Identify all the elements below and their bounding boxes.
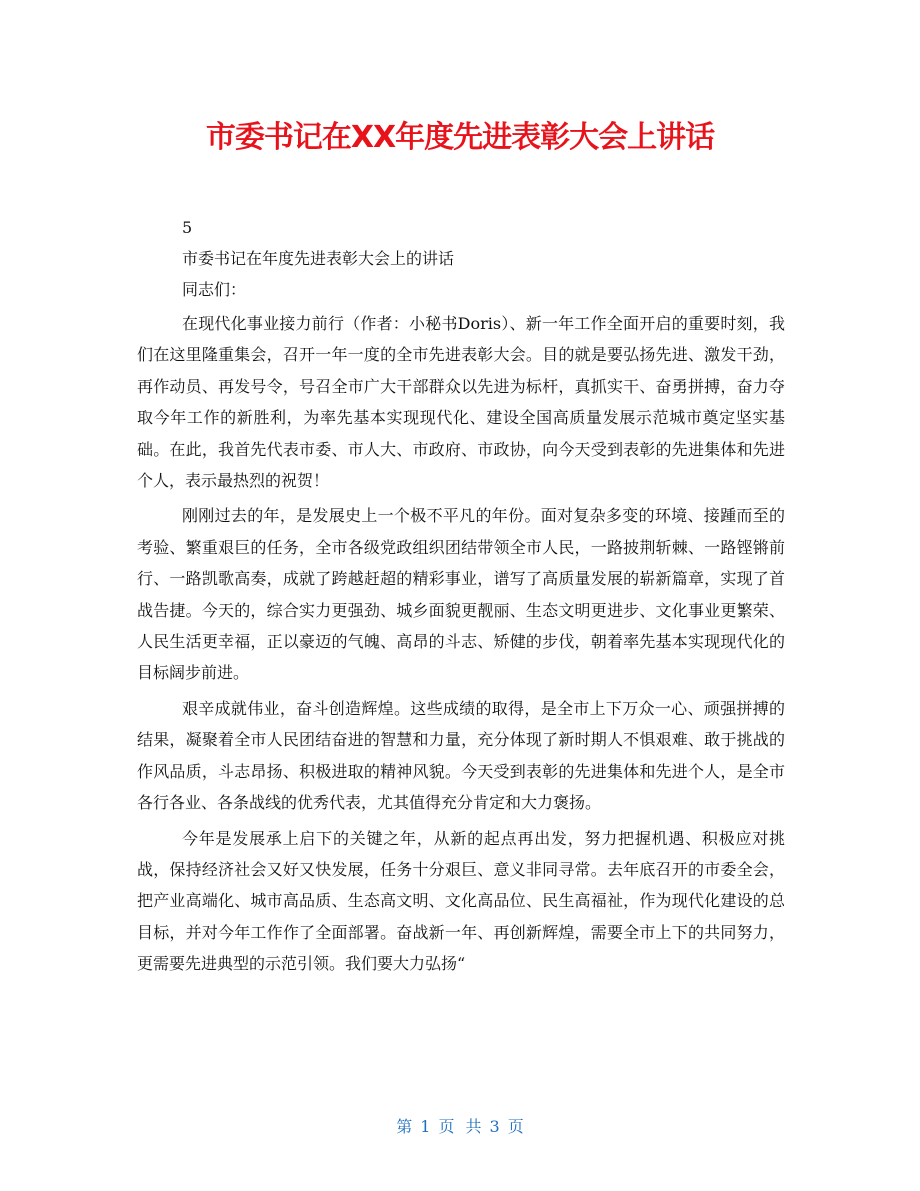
footer-total-pages: 3 bbox=[489, 1117, 500, 1136]
paragraph: 今年是发展承上启下的关键之年，从新的起点再出发，努力把握机遇、积极应对挑战，保持经济社会又好又快发展，任务十分艰巨、意义非同寻常。去年底召开的市委全会，把产业高端化、城市高品质、生态高文明、文化高品位、民生高福祉，作为现代化建设的总目标，并对今年工作作了全面部署。奋战新一年、再创新辉煌，需要全市上下的共同努力，更需要先进典型的示范引领。我们要大力弘扬“ bbox=[137, 828, 785, 974]
salutation: 同志们： bbox=[182, 280, 247, 299]
footer-suffix: 页 bbox=[507, 1117, 524, 1136]
footer-middle: 页 共 bbox=[438, 1117, 482, 1136]
document-subtitle: 市委书记在年度先进表彰大会上的讲话 bbox=[182, 249, 455, 268]
number-line: 5 bbox=[182, 218, 193, 237]
paragraph: 在现代化事业接力前行（作者：小秘书Doris）、新一年工作全面开启的重要时刻，我们在这里隆重集会，召开一年一度的全市先进表彰大会。目的就是要弘扬先进、激发干劲，再作动员、再发号令，号召全市广大干部群众以先进为标杆，真抓实干、奋勇拼搏，奋力夺取今年工作的新胜利，为率先基本实现现代化、建设全国高质量发展示范城市奠定坚实基础。在此，我首先代表市委、市人大、市政府、市政协，向今天受到表彰的先进集体和先进个人，表示最热烈的祝贺！ bbox=[137, 314, 785, 491]
footer-current-page: 1 bbox=[420, 1117, 431, 1136]
paragraph: 刚刚过去的年，是发展史上一个极不平凡的年份。面对复杂多变的环境、接踵而至的考验、繁重艰巨的任务，全市各级党政组织团结带领全市人民，一路披荆斩棘、一路铿锵前行、一路凯歌高奏，成就了跨越赶超的精彩事业，谱写了高质量发展的崭新篇章，实现了首战告捷。今天的，综合实力更强劲、城乡面貌更靓丽、生态文明更进步、文化事业更繁荣、人民生活更幸福，正以豪迈的气魄、高昂的斗志、矫健的步伐，朝着率先基本实现现代化的目标阔步前进。 bbox=[137, 506, 785, 683]
document-title: 市委书记在XX年度先进表彰大会上讲话 bbox=[205, 120, 715, 155]
page-footer bbox=[0, 1114, 920, 1137]
paragraph: 艰辛成就伟业，奋斗创造辉煌。这些成绩的取得，是全市上下万众一心、顽强拼搏的结果，凝聚着全市人民团结奋进的智慧和力量，充分体现了新时期人不惧艰难、敢于挑战的作风品质，斗志昂扬、积极进取的精神风貌。今天受到表彰的先进集体和先进个人，是全市各行各业、各条战线的优秀代表，尤其值得充分肯定和大力褒扬。 bbox=[137, 698, 785, 813]
document-body bbox=[137, 212, 785, 984]
footer-prefix: 第 bbox=[396, 1117, 413, 1136]
